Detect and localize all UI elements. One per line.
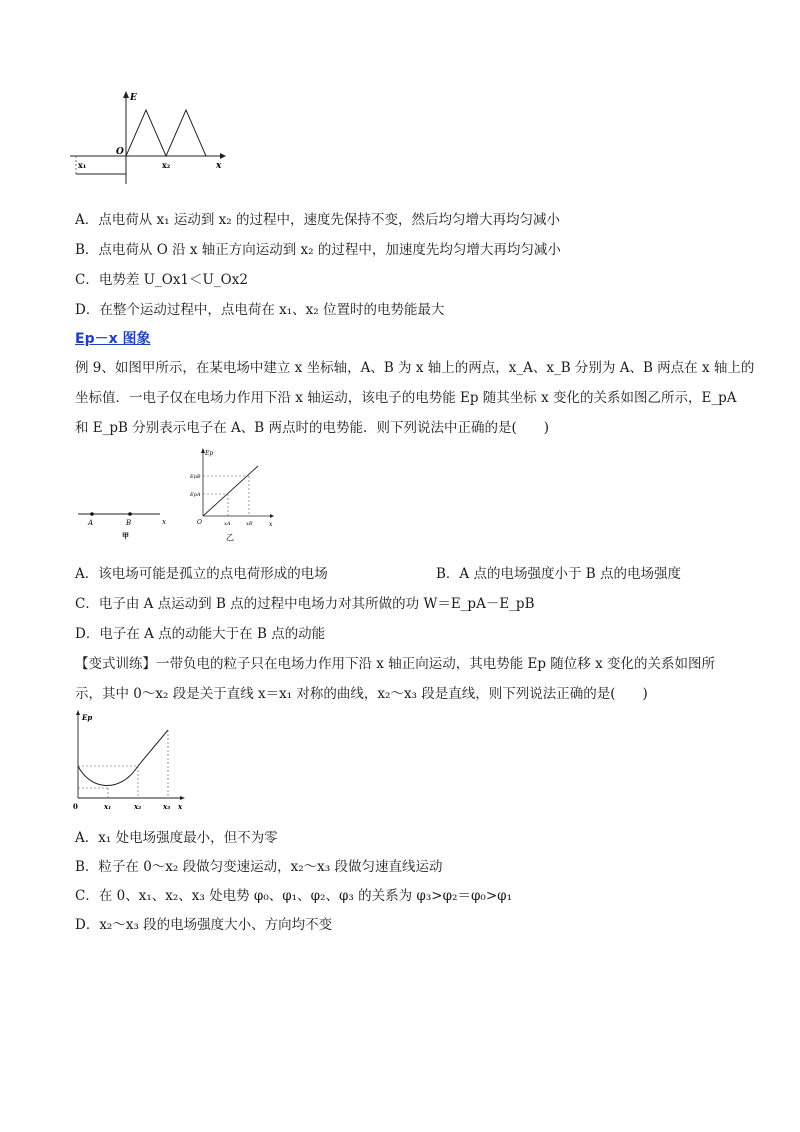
epb-label: EpB [190, 474, 201, 480]
figure-ep-x [70, 708, 190, 814]
xa-label: xA [224, 521, 231, 527]
q1-option-b: B．点电荷从 O 沿 x 轴正方向运动到 x₂ 的过程中，加速度先均匀增大再均匀减小 [75, 242, 561, 258]
caption-jia: 甲 [122, 531, 129, 540]
q1-option-c: C．电势差 U_Ox1＜U_Ox2 [75, 272, 248, 288]
y-label: E [130, 93, 137, 103]
point-a-label: A [88, 519, 94, 527]
variant-line2: 示，其中 0～x₂ 段是关于直线 x＝x₁ 对称的曲线，x₂～x₃ 段是直线，则下列说法正确的是( ) [75, 686, 648, 702]
q1-option-a: A．点电荷从 x₁ 运动到 x₂ 的过程中，速度先保持不变，然后均匀增大再均匀减小 [75, 212, 560, 228]
x-label: x [269, 521, 273, 528]
var-option-b: B．粒子在 0～x₂ 段做匀变速运动，x₂～x₃ 段做匀速直线运动 [75, 859, 443, 875]
caption-yi: 乙 [226, 533, 234, 542]
example9-line2: 坐标值．一电子仅在电场力作用下沿 x 轴运动，该电子的电势能 Ep 随其坐标 x 变化的关系如图乙所示，E_pA [75, 390, 737, 406]
example9-line1: 例 9、如图甲所示，在某电场中建立 x 坐标轴，A、B 为 x 轴上的两点，x_A、x_B 分别为 A、B 两点在 x 轴上的 [75, 360, 755, 376]
var-option-d: D．x₂～x₃ 段的电场强度大小、方向均不变 [75, 917, 333, 933]
epa-label: EpA [190, 492, 201, 498]
tick-x1: x₁ [78, 160, 87, 170]
origin-label: O [197, 519, 202, 526]
ex9-option-a: A．该电场可能是孤立的点电荷形成的电场 [75, 566, 328, 582]
origin-label: O [116, 147, 124, 157]
ex9-option-c: C．电子由 A 点运动到 B 点的过程中电场力对其所做的功 W＝E_pA－E_pB [75, 596, 535, 612]
x1-label: x₁ [104, 802, 112, 811]
xb-label: xB [246, 521, 253, 527]
x-label: x [216, 161, 222, 171]
axis-label: x [162, 518, 166, 526]
section-title[interactable]: Ep－x 图象 [75, 331, 151, 347]
x-axis-arrow-icon [220, 153, 226, 159]
x3-label: x₃ [163, 802, 171, 811]
point-a-dot [90, 512, 94, 516]
variant-line1: 【变式训练】一带负电的粒子只在电场力作用下沿 x 轴正向运动，其电势能 Ep 随位移 x 变化的关系如图所 [75, 656, 715, 672]
figure-yi [190, 446, 280, 544]
origin-label: 0 [73, 802, 78, 811]
ep-curve [78, 730, 168, 786]
var-option-a: A．x₁ 处电场强度最小，但不为零 [75, 830, 278, 846]
figure-jia [78, 500, 178, 540]
tick-x2: x₂ [162, 160, 171, 170]
figure-e-x [70, 88, 230, 188]
point-b-label: B [126, 519, 132, 527]
e-triangle-waves [126, 110, 206, 156]
x2-label: x₂ [134, 802, 142, 811]
q1-option-d: D．在整个运动过程中，点电荷在 x₁、x₂ 位置时的电势能最大 [75, 302, 445, 318]
y-label: Ep [82, 713, 93, 722]
ep-line [203, 466, 258, 516]
ex9-option-d: D．电子在 A 点的动能大于在 B 点的动能 [75, 626, 326, 642]
ex9-option-b: B．A 点的电场强度小于 B 点的电场强度 [436, 566, 681, 582]
y-label: Ep [205, 450, 214, 457]
y-axis-arrow-icon [123, 91, 129, 98]
var-option-c: C．在 0、x₁、x₂、x₃ 处电势 φ₀、φ₁、φ₂、φ₃ 的关系为 φ₃>φ₂＝φ₀>φ₁ [75, 888, 512, 904]
example9-line3: 和 E_pB 分别表示电子在 A、B 两点时的电势能．则下列说法中正确的是( ) [75, 420, 550, 436]
point-b-dot [128, 512, 132, 516]
x-label: x [178, 802, 183, 811]
